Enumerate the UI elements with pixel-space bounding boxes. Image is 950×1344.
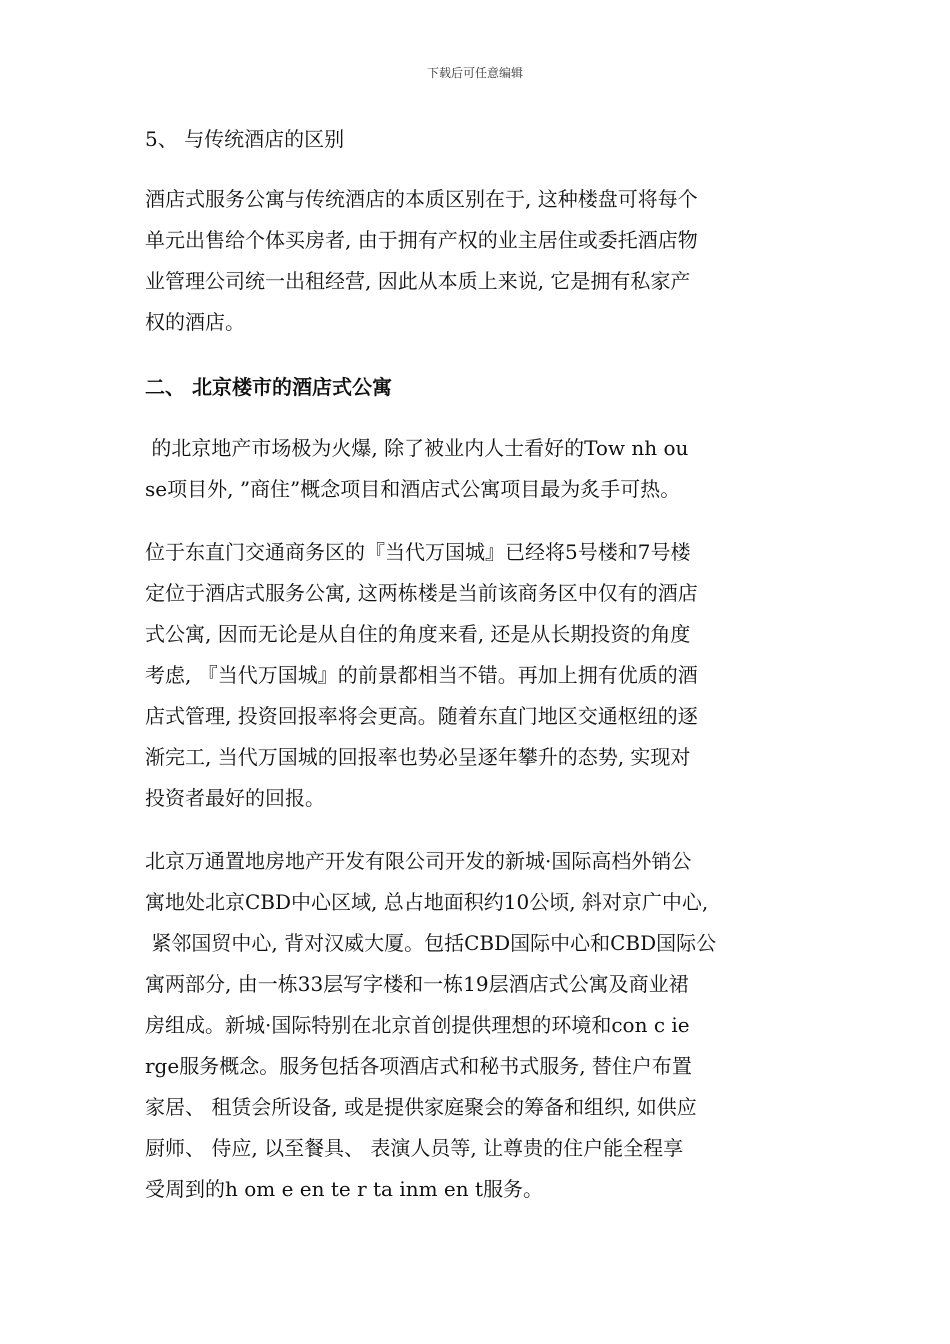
text-line: 酒店式服务公寓与传统酒店的本质区别在于, 这种楼盘可将每个 xyxy=(145,187,698,211)
section-2-paragraph-1 xyxy=(145,428,805,510)
section-5-paragraph xyxy=(145,179,805,343)
text-line: 受周到的h om e en te r ta inm en t服务。 xyxy=(145,1177,544,1201)
text-line: 北京万通置地房地产开发有限公司开发的新城·国际高档外销公 xyxy=(145,849,692,873)
text-line: 位于东直门交通商务区的『当代万国城』已经将5号楼和7号楼 xyxy=(145,540,691,564)
section-5-title: 5、 与传统酒店的区别 xyxy=(145,127,345,151)
text-line: 紧邻国贸中心, 背对汉威大厦。包括CBD国际中心和CBD国际公 xyxy=(145,931,717,955)
text-line: 投资者最好的回报。 xyxy=(145,786,325,810)
text-line: 家居、 租赁会所设备, 或是提供家庭聚会的筹备和组织, 如供应 xyxy=(145,1095,697,1119)
section-2-paragraph-2 xyxy=(145,532,805,819)
text-line: 的北京地产市场极为火爆, 除了被业内人士看好的Tow nh ou xyxy=(145,436,689,460)
text-line: se项目外, ”商住”概念项目和酒店式公寓项目最为炙手可热。 xyxy=(145,477,681,501)
text-line: 寓地处北京CBD中心区域, 总占地面积约10公顷, 斜对京广中心, xyxy=(145,890,709,914)
page-header: 下载后可任意编辑 xyxy=(426,66,523,80)
text-line: 店式管理, 投资回报率将会更高。随着东直门地区交通枢纽的逐 xyxy=(145,704,698,728)
text-line: 定位于酒店式服务公寓, 这两栋楼是当前该商务区中仅有的酒店 xyxy=(145,581,698,605)
text-line: 渐完工, 当代万国城的回报率也势必呈逐年攀升的态势, 实现对 xyxy=(145,745,691,769)
text-line: 式公寓, 因而无论是从自住的角度来看, 还是从长期投资的角度 xyxy=(145,622,691,646)
text-line: 权的酒店。 xyxy=(145,310,245,334)
text-line: 考虑, 『当代万国城』的前景都相当不错。再加上拥有优质的酒 xyxy=(145,663,698,687)
section-2-paragraph-3 xyxy=(145,841,805,1210)
text-line: 房组成。新城·国际特别在北京首创提供理想的环境和con c ie xyxy=(145,1013,690,1037)
text-line: 厨师、 侍应, 以至餐具、 表演人员等, 让尊贵的住户能全程享 xyxy=(145,1136,684,1160)
text-line: rge服务概念。服务包括各项酒店式和秘书式服务, 替住户布置 xyxy=(145,1054,692,1078)
text-line: 业管理公司统一出租经营, 因此从本质上来说, 它是拥有私家产 xyxy=(145,269,691,293)
text-line: 单元出售给个体买房者, 由于拥有产权的业主居住或委托酒店物 xyxy=(145,228,698,252)
text-line: 寓两部分, 由一栋33层写字楼和一栋19层酒店式公寓及商业裙 xyxy=(145,972,689,996)
section-2-title: 二、 北京楼市的酒店式公寓 xyxy=(145,375,392,399)
